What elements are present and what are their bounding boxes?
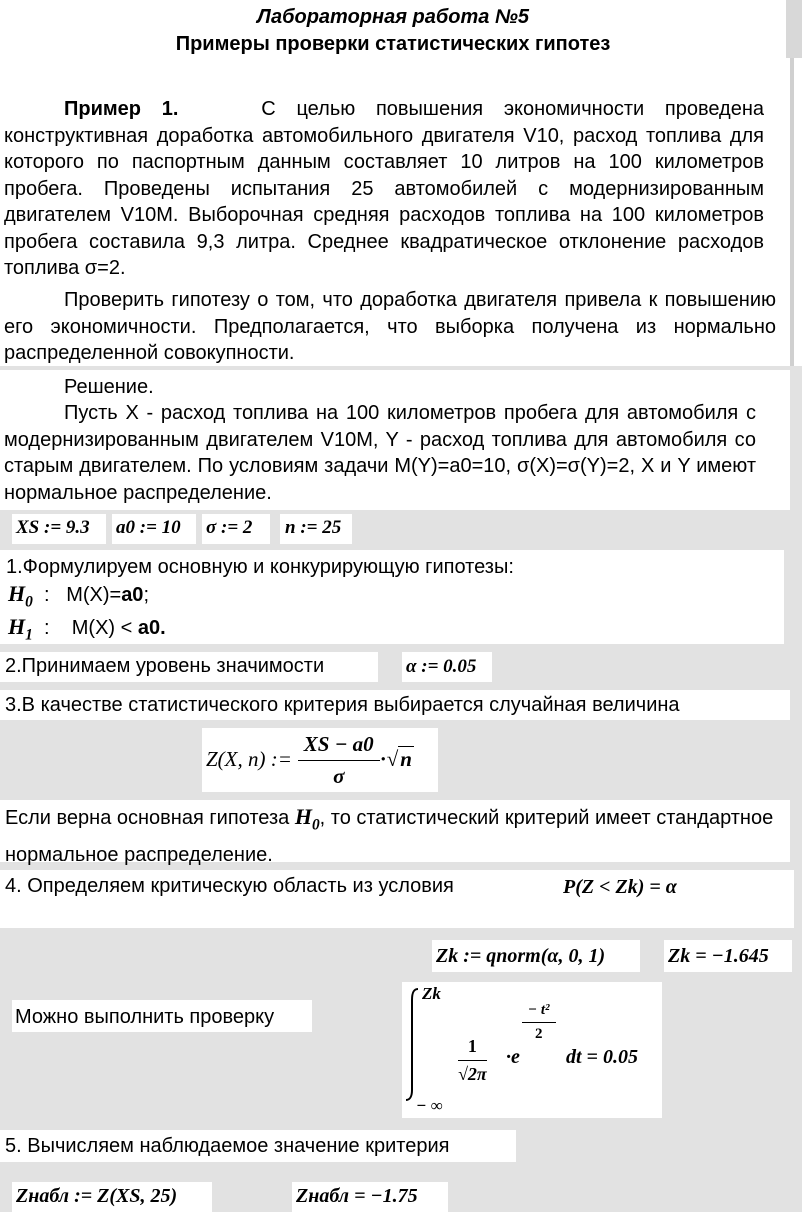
example-paragraph [4,96,764,282]
integral-coef-den: √2π [458,1064,487,1084]
h0-label: H [8,581,26,606]
def-sigma: σ := 2 [206,517,253,538]
step3-note-pre: Если верна основная гипотеза [5,807,290,829]
integral-coef [458,1036,487,1085]
alpha-def: α := 0.05 [406,656,477,677]
h1-sub: 1 [25,626,33,644]
integral-lower: − ∞ [416,1096,443,1115]
z-formula-fraction [298,732,380,789]
h1-row [8,613,166,649]
note-h-sub: 0 [311,816,320,834]
z-formula-den: σ [333,764,345,788]
step3-text: 3.В качестве статистического критерия выбирается случайная величина [5,694,680,716]
h0-sep: : [43,584,50,606]
zk-def: Zk := qnorm(α, 0, 1) [436,945,606,967]
integral-exponent [522,1002,556,1043]
def-n: n := 25 [285,517,342,538]
step2-text: 2.Принимаем уровень значимости [5,655,325,677]
right-edge-strip [786,0,802,58]
integral-tail: dt = 0.05 [566,1046,638,1068]
z-formula-mul: ·√ [379,747,399,772]
step5-text: 5. Вычисляем наблюдаемое значение критерия [5,1135,450,1157]
step3-note [5,802,783,870]
example-text: С целью повышения экономичности проведена конструктивная доработка автомобильного двигателя V10, расход топлива для которого по паспортным данным составляет 10 литров на 100 километров пробега. Проведены испытания 25 автомобилей с модернизированным двигателем V10M. Выборочная средняя расходов топлива на 100 километров пробега составила 9,3 литра. Среднее квадратическое отклонение расходов топлива σ=2. [4,98,764,279]
integral-exp-num: − t² [522,1002,556,1023]
def-xs: XS := 9.3 [16,517,90,538]
integral-exp-e: ·e [506,1046,520,1068]
z-formula-lhs: Z(X, n) := [206,747,292,772]
z-formula-num: XS − a0 [298,732,380,761]
h0-end: ; [143,584,149,606]
integral-sign [404,986,424,1104]
example-right-border [790,58,794,366]
zk-val: Zk = −1.645 [668,945,769,967]
h0-row [8,580,149,616]
example-label: Пример 1. [64,98,179,120]
example-task: Проверить гипотезу о том, что доработка двигателя привела к повышению его экономичности. Предполагается, что выборка получена из нормально распределенной совокупности. [4,289,776,364]
integral-upper: Zk [422,984,441,1003]
p-condition: P(Z < Zk) = α [563,876,677,898]
page-subtitle: Примеры проверки статистических гипотез [175,33,611,55]
h1-sep: : [43,617,50,639]
h1-text: M(X) < [71,617,138,639]
step1-text: 1.Формулируем основную и конкурирующую гипотезы: [6,556,514,578]
note-h-label: H [294,804,312,829]
h1-label: H [8,614,26,639]
def-a0: a0 := 10 [116,517,181,538]
zobs-val: Zнабл = −1.75 [296,1185,418,1207]
check-text: Можно выполнить проверку [15,1006,275,1028]
h0-sub: 0 [25,593,33,611]
h0-bold: a0 [121,584,144,606]
integral-exp-den: 2 [535,1026,543,1042]
h1-bold: a0. [137,617,166,639]
z-formula [206,732,414,789]
z-formula-rad: n [400,747,412,772]
zobs-def: Zнабл := Z(XS, 25) [16,1185,178,1207]
integral-coef-num: 1 [458,1036,487,1061]
solution-heading: Решение. [64,376,154,398]
h0-text: M(X)= [66,584,122,606]
step3-note-post: , то статистический критерий имеет стандартное нормальное распределение. [5,807,774,867]
step4-text: 4. Определяем критическую область из условия [5,875,454,897]
solution-text: Пусть X - расход топлива на 100 километров пробега для автомобиля с модернизированным двигателем V10M, Y - расход топлива для автомобиля со старым двигателем. По условиям задачи M(Y)=a0=10, σ(X)=σ(Y)=2, X и Y имеют нормальное распределение. [4,402,756,504]
lab-title: Лабораторная работа №5 [257,6,529,28]
